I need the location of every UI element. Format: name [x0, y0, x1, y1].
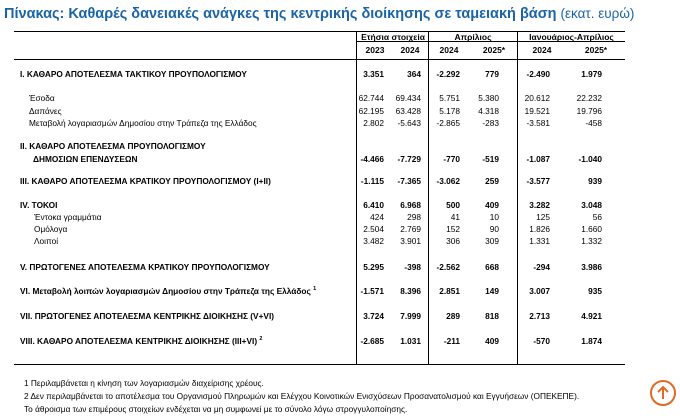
table-cell: 2.769: [400, 224, 421, 234]
table-cell: -294: [533, 262, 550, 272]
table-row: [0, 212, 680, 222]
table-cell: 3.282: [529, 200, 550, 210]
header-year: 2024: [439, 45, 459, 55]
table-cell: 939: [588, 176, 602, 186]
row-label: [34, 236, 58, 246]
table-cell: 3.986: [581, 262, 602, 272]
table-cell: -458: [585, 118, 602, 128]
table-row: [0, 176, 680, 186]
row-label-text: V. ΠΡΩΤΟΓΕΝΕΣ ΑΠΟΤΕΛΕΣΜΑ ΚΡΑΤΙΚΟΥ ΠΡΟΥΠΟΛΟΓΙΣΜΟΥ: [20, 262, 270, 272]
table-cell: 7.999: [400, 311, 421, 321]
table-cell: 63.428: [395, 106, 421, 116]
table-cell: 935: [588, 286, 602, 296]
table-cell: -4.466: [360, 154, 384, 164]
table-cell: -2.562: [436, 262, 460, 272]
row-label-text: VIII. ΚΑΘΑΡΟ ΑΠΟΤΕΛΕΣΜΑ ΚΕΝΤΡΙΚΗΣ ΔΙΟΙΚΗΣΗΣ (III+VI): [20, 336, 258, 346]
row-label: [20, 262, 270, 272]
table-cell: 3.007: [529, 286, 550, 296]
table-cell: 62.744: [358, 93, 384, 103]
title-unit: (εκατ. ευρώ): [560, 6, 635, 21]
footnote-rounding: Το άθροισμα των επιμέρους στοιχείων ενδέχεται να μη συμφωνεί με το σύνολο λόγω στρογγυλοποίησης.: [24, 404, 408, 414]
table-cell: 22.232: [576, 93, 602, 103]
table-cell: 2.802: [363, 118, 384, 128]
table-cell: -1.040: [578, 154, 602, 164]
table-cell: 8.396: [400, 286, 421, 296]
table-cell: 1.031: [400, 336, 421, 346]
table-cell: 5.295: [363, 262, 384, 272]
table-cell: 424: [370, 212, 384, 222]
header-group-april: Απρίλιος: [454, 32, 492, 42]
header-year: 2025*: [482, 45, 506, 55]
table-cell: 668: [485, 262, 499, 272]
table-cell: 1.332: [581, 236, 602, 246]
row-label-text: Ομόλογα: [34, 224, 68, 234]
row-label-text: Δαπάνες: [29, 106, 62, 116]
table-cell: 409: [485, 336, 499, 346]
row-label-text: VI. Μεταβολή λοιπών λογαριασμών Δημοσίου στην Τράπεζα της Ελλάδος: [20, 286, 311, 296]
table-cell: 20.612: [524, 93, 550, 103]
table-row: [0, 200, 680, 210]
table-cell: 2.851: [439, 286, 460, 296]
table-cell: 4.318: [478, 106, 499, 116]
table-row: [0, 141, 680, 164]
table-cell: 152: [446, 224, 460, 234]
row-label: [29, 118, 257, 128]
table-cell: -2.292: [436, 69, 460, 79]
table-cell: -1.087: [526, 154, 550, 164]
row-label-text: Μεταβολή λογαριασμών Δημοσίου στην Τράπεζα της Ελλάδος: [29, 118, 257, 128]
table-cell: 2.713: [529, 311, 550, 321]
row-label-text: Έσοδα: [29, 93, 55, 103]
row-label-text: VII. ΠΡΩΤΟΓΕΝΕΣ ΑΠΟΤΕΛΕΣΜΑ ΚΕΝΤΡΙΚΗΣ ΔΙΟΙΚΗΣΗΣ (V+VI): [20, 311, 275, 321]
row-label: [29, 106, 62, 116]
header-bottom-rule: [14, 59, 625, 60]
table-cell: 125: [536, 212, 550, 222]
table-cell: 3.351: [363, 69, 384, 79]
table-cell: -283: [482, 118, 499, 128]
table-row: [0, 118, 680, 128]
row-label-text: IV. ΤΟΚΟΙ: [20, 200, 58, 210]
table-cell: 3.724: [363, 311, 384, 321]
table-row: [0, 93, 680, 103]
table-cell: 19.521: [524, 106, 550, 116]
table-cell: 364: [407, 69, 421, 79]
header-year: 2024: [532, 45, 552, 55]
table-row: [0, 224, 680, 234]
table-cell: 10: [489, 212, 499, 222]
row-label: [20, 200, 57, 210]
table-cell: 1.826: [529, 224, 550, 234]
row-label-text: I. ΚΑΘΑΡΟ ΑΠΟΤΕΛΕΣΜΑ ΤΑΚΤΙΚΟΥ ΠΡΟΥΠΟΛΟΓΙΣΜΟΥ: [20, 69, 247, 79]
table-cell: 69.434: [395, 93, 421, 103]
table-cell: 5.178: [439, 106, 460, 116]
table-cell: -519: [482, 154, 499, 164]
table-row: [0, 286, 680, 296]
table-cell: -2.865: [436, 118, 460, 128]
table-cell: 289: [446, 311, 460, 321]
table-cell: -1.115: [360, 176, 384, 186]
arrow-up-icon: [657, 386, 669, 400]
table-cell: 5.380: [478, 93, 499, 103]
row-label-text: Έντοκα γραμμάτια: [34, 212, 102, 222]
table-cell: 56: [592, 212, 602, 222]
table-cell: -2.490: [526, 69, 550, 79]
header-group-annual: Ετήσια στοιχεία: [361, 32, 425, 42]
table-cell: -2.685: [360, 336, 384, 346]
title-main: Πίνακας: Καθαρές δανειακές ανάγκες της κεντρικής διοίκησης σε ταμειακή βάση: [4, 6, 557, 22]
table-cell: -7.729: [397, 154, 421, 164]
table-cell: 5.751: [439, 93, 460, 103]
table-cell: 298: [407, 212, 421, 222]
table-cell: 309: [485, 236, 499, 246]
table-cell: -7.365: [397, 176, 421, 186]
table-cell: 19.796: [576, 106, 602, 116]
row-label: [20, 336, 262, 346]
table-cell: 306: [446, 236, 460, 246]
table-cell: 3.048: [581, 200, 602, 210]
table-cell: 3.901: [400, 236, 421, 246]
table-cell: -570: [533, 336, 550, 346]
table-row: [0, 106, 680, 116]
table-row: [0, 69, 680, 79]
row-label: [20, 69, 247, 79]
table-cell: -3.577: [526, 176, 550, 186]
table-cell: -1.571: [360, 286, 384, 296]
table-cell: 2.504: [363, 224, 384, 234]
table-cell: -3.062: [436, 176, 460, 186]
header-year: 2025*: [584, 45, 608, 55]
table-row: [0, 311, 680, 321]
table-cell: 1.331: [529, 236, 550, 246]
table-row: [0, 236, 680, 246]
row-label: [20, 176, 271, 186]
footnote-1: 1 Περιλαμβάνεται η κίνηση των λογαριασμών διαχείρισης χρέους.: [24, 378, 264, 388]
table-cell: -5.643: [397, 118, 421, 128]
table-cell: 259: [485, 176, 499, 186]
row-label-continuation: ΔΗΜΟΣΙΩΝ ΕΠΕΝΔΥΣΕΩΝ: [33, 154, 138, 164]
footnote-marker: 1: [313, 286, 317, 293]
row-label-text: Λοιποί: [34, 236, 59, 246]
table-row: [0, 336, 680, 346]
table-cell: 1.660: [581, 224, 602, 234]
table-cell: 1.874: [581, 336, 602, 346]
table-cell: 1.979: [581, 69, 602, 79]
table-cell: 4.921: [581, 311, 602, 321]
row-label: [34, 224, 67, 234]
header-year: 2023: [365, 45, 385, 55]
row-label: [20, 141, 206, 151]
row-label: [20, 311, 274, 321]
scroll-to-top-button[interactable]: [650, 380, 676, 406]
table-cell: -211: [443, 336, 460, 346]
table-cell: 62.195: [358, 106, 384, 116]
table-title: [4, 6, 634, 22]
table-cell: 818: [485, 311, 499, 321]
header-group-jan-apr: Ιανουάριος-Απρίλιος: [529, 32, 614, 42]
table-cell: 6.968: [400, 200, 421, 210]
header-year: 2024: [400, 45, 420, 55]
table-cell: 149: [485, 286, 499, 296]
table-cell: 3.482: [363, 236, 384, 246]
table-cell: 779: [485, 69, 499, 79]
row-label-text: III. ΚΑΘΑΡΟ ΑΠΟΤΕΛΕΣΜΑ ΚΡΑΤΙΚΟΥ ΠΡΟΥΠΟΛΟΓΙΣΜΟΥ (I+II): [20, 176, 271, 186]
row-label: [34, 212, 102, 222]
row-label-text: II. ΚΑΘΑΡΟ ΑΠΟΤΕΛΕΣΜΑ ΠΡΟΥΠΟΛΟΓΙΣΜΟΥ: [20, 141, 206, 151]
footnote-marker: 2: [259, 336, 263, 343]
table-cell: 500: [446, 200, 460, 210]
table-row: [0, 262, 680, 272]
row-label: [20, 286, 316, 296]
table-cell: 6.410: [363, 200, 384, 210]
table-cell: 409: [485, 200, 499, 210]
footnote-2: 2 Δεν περιλαμβάνεται το αποτέλεσμα του Οργανισμού Πληρωμών και Ελέγχου Κοινοτικών Ενισχύσεων Προσανατολισμού και Εγγυήσεων (ΟΠΕΚΕΠΕ).: [24, 391, 580, 401]
table-cell: -398: [404, 262, 421, 272]
table-cell: 41: [450, 212, 460, 222]
table-cell: 90: [489, 224, 499, 234]
table-cell: -770: [443, 154, 460, 164]
row-label: [29, 93, 55, 103]
table-cell: -3.581: [526, 118, 550, 128]
